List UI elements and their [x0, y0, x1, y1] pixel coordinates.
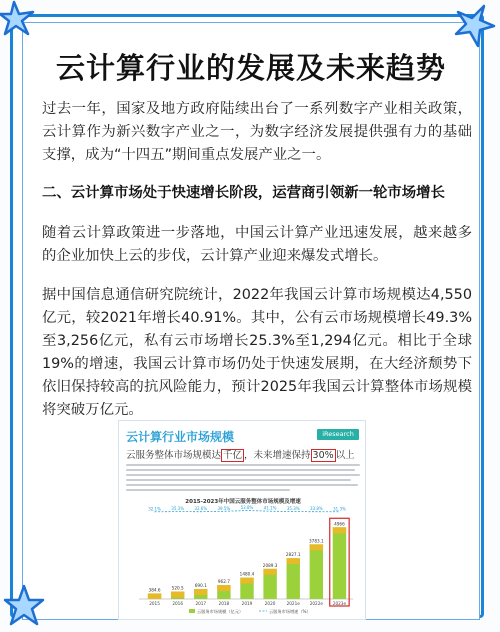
x-tick-label: 2019 — [241, 601, 253, 606]
bar-cap — [194, 589, 207, 595]
value-label: 3783.1 — [309, 538, 324, 544]
highlight-box-qianyi: 千亿 — [223, 450, 243, 461]
rate-label: 32.1% — [148, 506, 161, 512]
slide-subtitle — [126, 447, 355, 461]
rate-label: 32.6% — [194, 506, 208, 512]
slide-title: 云计算行业市场规模 — [126, 430, 235, 444]
x-tick-label: 2020 — [264, 601, 276, 606]
value-label: 520.5 — [171, 585, 184, 591]
bar-cap — [310, 544, 323, 550]
bar — [310, 544, 323, 599]
value-label: 2089.3 — [262, 562, 278, 568]
rate-label: 41.1% — [263, 505, 277, 511]
value-label: 2827.1 — [285, 552, 301, 558]
legend-label-size: 云服务市场规模（亿元） — [197, 609, 244, 614]
legend-label-rate: 云服务市场增速（%） — [269, 609, 311, 614]
slide-subtitle-text: 以上 — [335, 450, 355, 461]
bar-cap — [217, 585, 230, 591]
slide-subtitle-text: 云服务整体市场规模达 — [126, 450, 222, 461]
x-tick-label: 2016 — [172, 601, 184, 606]
x-tick-label: 2022e — [309, 601, 323, 606]
bar-cap — [287, 558, 300, 564]
star-decoration-icon — [0, 0, 40, 42]
slide-text-lines — [126, 464, 360, 494]
market-size-slide — [118, 420, 366, 620]
rate-label: 35.3% — [286, 506, 300, 512]
x-tick-label: 2017 — [195, 601, 207, 606]
market-size-chart — [119, 503, 366, 620]
slide-subtitle-text: ，未来增速保持 — [244, 450, 311, 461]
bar-cap — [148, 593, 161, 599]
bar-cap — [171, 591, 184, 597]
value-label: 384.6 — [148, 587, 161, 593]
paragraph-growth: 随着云计算政策进一步落地，中国云计算产业迅速发展，越来越多的企业加快上云的步伐，云计算产业迎来爆发式增长。 — [42, 225, 472, 264]
iresearch-logo: iResearch — [317, 429, 359, 440]
highlight-box-30pct: 30% — [312, 450, 334, 461]
section-heading: 二、云计算市场处于快速增长阶段，运营商引领新一轮市场增长 — [42, 185, 445, 201]
chart-title: 2015-2023年中国云服务整体市场规模及增速 — [185, 499, 301, 505]
paragraph-intro: 过去一年，国家及地方政府陆续出台了一系列数字产业相关政策，云计算作为新兴数字产业之一，为数字经济发展提供强有力的基础支撑，成为“十四五”期间重点发展产业之一。 — [42, 101, 472, 163]
bar-cap — [263, 569, 276, 575]
x-tick-label: 2023e — [332, 601, 347, 606]
paragraph-statistics: 据中国信息通信研究院统计，2022年我国云计算市场规模达4,550亿元，较2021年增长40.91%。其中，公有云市场规模增长49.3%至3,256亿元，私有云市场增长25.3%至1,294亿元。相比于全球19%的增速，我国云计算市场仍处于快速发展期，在大经济颓势下依旧保持较高的抗风险能力，预计2025年我国云计算整体市场规模将突破万亿元。 — [42, 287, 472, 418]
value-label: 4966 — [334, 521, 345, 527]
page-title: 云计算行业的发展及未来趋势 — [55, 51, 446, 85]
rate-label: 31.3% — [333, 506, 346, 512]
rate-label: 39.5% — [217, 505, 231, 511]
bar — [287, 558, 300, 599]
rate-label: 33.8% — [309, 506, 323, 512]
star-decoration-icon — [2, 584, 46, 628]
legend-swatch-bar — [189, 609, 195, 613]
rate-label: 53.8% — [240, 504, 254, 510]
value-label: 690.1 — [194, 583, 207, 589]
bar-cap — [240, 578, 253, 584]
value-label: 1480.4 — [239, 571, 255, 577]
star-decoration-icon — [444, 4, 498, 50]
x-tick-label: 2018 — [218, 601, 230, 606]
value-label: 962.7 — [217, 579, 230, 585]
x-tick-label: 2015 — [149, 601, 160, 606]
rate-label: 35.3% — [171, 506, 185, 512]
bar-cap — [333, 527, 346, 533]
bar — [333, 527, 346, 599]
x-tick-label: 2021e — [286, 601, 300, 606]
